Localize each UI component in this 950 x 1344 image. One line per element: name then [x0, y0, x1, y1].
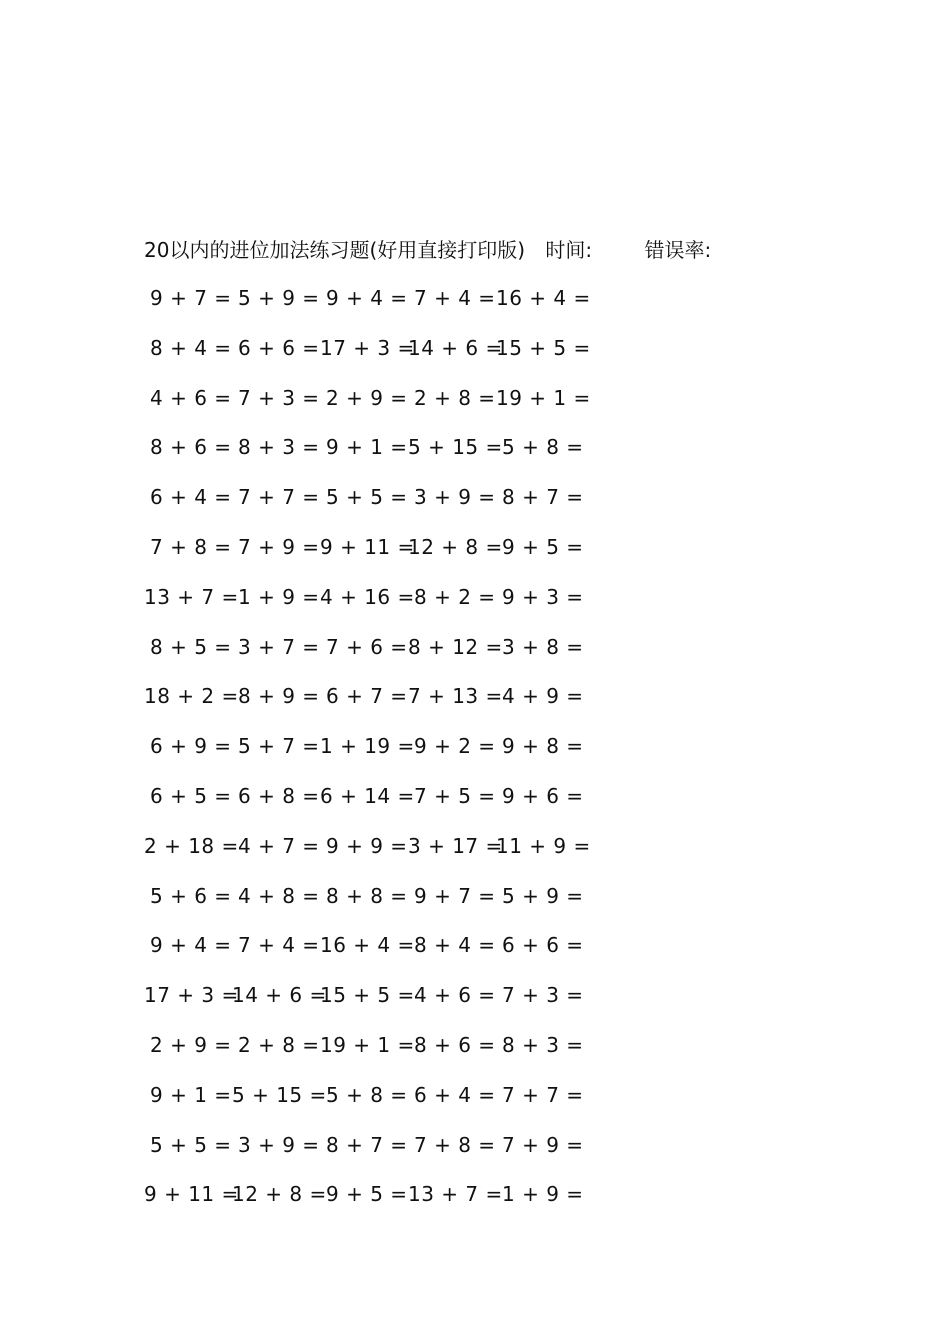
addition-problem: 9 + 2 = — [414, 734, 496, 759]
addition-problem: 3 + 9 = — [238, 1132, 320, 1157]
addition-problem: 4 + 7 = — [238, 833, 320, 858]
addition-problem: 9 + 11 = — [144, 1182, 239, 1207]
addition-problem: 8 + 3 = — [238, 435, 320, 460]
addition-problem: 5 + 5 = — [150, 1132, 232, 1157]
addition-problem: 6 + 6 = — [238, 335, 320, 360]
addition-problem: 7 + 9 = — [502, 1132, 584, 1157]
addition-problem: 8 + 6 = — [414, 1033, 496, 1057]
addition-problem: 2 + 9 = — [150, 1033, 232, 1057]
addition-problem: 17 + 3 = — [144, 983, 239, 1008]
addition-problem: 3 + 17 = — [408, 833, 503, 858]
addition-problem: 8 + 2 = — [414, 584, 496, 609]
addition-problem: 2 + 18 = — [144, 833, 239, 858]
addition-problem: 13 + 7 = — [408, 1182, 503, 1207]
addition-problem: 4 + 6 = — [150, 385, 232, 410]
addition-problem: 4 + 8 = — [238, 883, 320, 908]
addition-problem: 7 + 7 = — [502, 1082, 584, 1107]
addition-problem: 6 + 4 = — [414, 1082, 496, 1107]
addition-problem: 16 + 4 = — [496, 286, 591, 310]
addition-problem: 9 + 7 = — [414, 883, 496, 908]
addition-problem: 1 + 9 = — [502, 1182, 584, 1207]
addition-problem: 9 + 9 = — [326, 833, 408, 858]
addition-problem: 9 + 3 = — [502, 584, 584, 609]
addition-problem: 12 + 8 = — [232, 1182, 327, 1207]
addition-problem: 15 + 5 = — [320, 983, 415, 1008]
addition-problem: 5 + 15 = — [408, 435, 503, 460]
addition-problem: 6 + 8 = — [238, 784, 320, 808]
addition-problem: 6 + 5 = — [150, 784, 232, 808]
addition-problem: 8 + 8 = — [326, 883, 408, 908]
addition-problem: 7 + 7 = — [238, 485, 320, 510]
addition-problem: 11 + 9 = — [496, 833, 591, 858]
addition-problem: 18 + 2 = — [144, 684, 239, 709]
addition-problem: 6 + 9 = — [150, 734, 232, 759]
addition-problem: 14 + 6 = — [408, 335, 503, 360]
addition-problem: 5 + 7 = — [238, 734, 320, 759]
addition-problem: 9 + 5 = — [326, 1182, 408, 1207]
addition-problem: 5 + 8 = — [326, 1082, 408, 1107]
addition-problem: 6 + 6 = — [502, 933, 584, 958]
addition-problem: 9 + 1 = — [326, 435, 408, 460]
addition-problem: 8 + 4 = — [150, 335, 232, 360]
addition-problem: 3 + 9 = — [414, 485, 496, 510]
addition-problem: 17 + 3 = — [320, 335, 415, 360]
addition-problem: 7 + 8 = — [150, 535, 232, 559]
addition-problem: 9 + 11 = — [320, 535, 415, 559]
addition-problem: 8 + 5 = — [150, 634, 232, 659]
addition-problem: 6 + 4 = — [150, 485, 232, 510]
addition-problem: 9 + 8 = — [502, 734, 584, 759]
addition-problem: 7 + 5 = — [414, 784, 496, 808]
addition-problem: 13 + 7 = — [144, 584, 239, 609]
addition-problem: 8 + 7 = — [326, 1132, 408, 1157]
addition-problem: 9 + 5 = — [502, 535, 584, 559]
addition-problem: 7 + 8 = — [414, 1132, 496, 1157]
addition-problem: 5 + 5 = — [326, 485, 408, 510]
time-label: 时间: — [545, 238, 593, 262]
addition-problem: 12 + 8 = — [408, 535, 503, 559]
addition-problem: 15 + 5 = — [496, 335, 591, 360]
addition-problem: 7 + 4 = — [238, 933, 320, 958]
addition-problem: 8 + 3 = — [502, 1033, 584, 1057]
addition-problem: 8 + 4 = — [414, 933, 496, 958]
addition-problem: 6 + 14 = — [320, 784, 415, 808]
addition-problem: 9 + 4 = — [150, 933, 232, 958]
addition-problem: 5 + 8 = — [502, 435, 584, 460]
worksheet-title: 20以内的进位加法练习题(好用直接打印版) — [144, 238, 526, 262]
addition-problem: 19 + 1 = — [496, 385, 591, 410]
addition-problem: 7 + 13 = — [408, 684, 503, 709]
addition-problem: 8 + 7 = — [502, 485, 584, 510]
worksheet-header — [144, 236, 711, 264]
addition-problem: 14 + 6 = — [232, 983, 327, 1008]
addition-problem: 3 + 8 = — [502, 634, 584, 659]
addition-problem: 4 + 9 = — [502, 684, 584, 709]
addition-problem: 6 + 7 = — [326, 684, 408, 709]
addition-problem: 8 + 12 = — [408, 634, 503, 659]
addition-problem: 2 + 8 = — [414, 385, 496, 410]
addition-problem: 19 + 1 = — [320, 1033, 415, 1057]
addition-problem: 2 + 8 = — [238, 1033, 320, 1057]
addition-problem: 1 + 9 = — [238, 584, 320, 609]
addition-problem: 4 + 6 = — [414, 983, 496, 1008]
error-rate-label: 错误率: — [644, 238, 712, 262]
addition-problem: 9 + 6 = — [502, 784, 584, 808]
addition-problem: 7 + 3 = — [502, 983, 584, 1008]
addition-problem: 8 + 6 = — [150, 435, 232, 460]
addition-problem: 3 + 7 = — [238, 634, 320, 659]
addition-problem: 7 + 4 = — [414, 286, 496, 310]
addition-problem: 16 + 4 = — [320, 933, 415, 958]
addition-problem: 7 + 9 = — [238, 535, 320, 559]
addition-problem: 9 + 1 = — [150, 1082, 232, 1107]
addition-problem: 9 + 4 = — [326, 286, 408, 310]
addition-problem: 2 + 9 = — [326, 385, 408, 410]
addition-problem: 9 + 7 = — [150, 286, 232, 310]
addition-problem: 5 + 9 = — [238, 286, 320, 310]
addition-problem: 7 + 3 = — [238, 385, 320, 410]
addition-problem: 5 + 9 = — [502, 883, 584, 908]
addition-problem: 1 + 19 = — [320, 734, 415, 759]
addition-problem: 5 + 6 = — [150, 883, 232, 908]
addition-problem: 8 + 9 = — [238, 684, 320, 709]
addition-problem: 4 + 16 = — [320, 584, 415, 609]
addition-problem: 7 + 6 = — [326, 634, 408, 659]
addition-problem: 5 + 15 = — [232, 1082, 327, 1107]
